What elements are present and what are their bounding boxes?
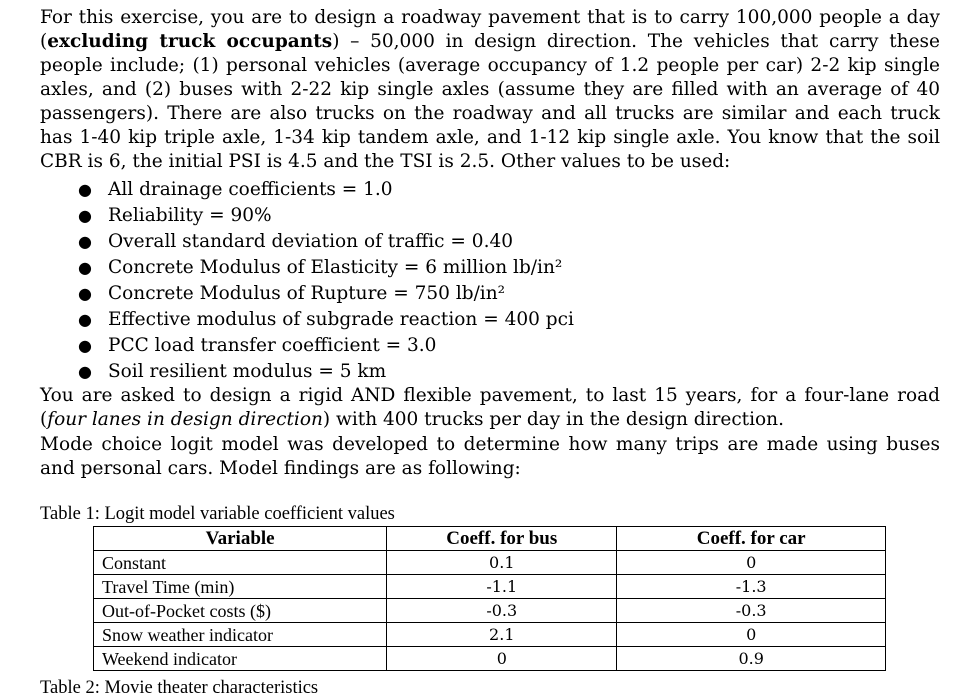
list-item: ● Overall standard deviation of traffic = 0.40	[40, 229, 900, 255]
parameter-list	[40, 177, 900, 385]
list-item: ● Soil resilient modulus = 5 km	[40, 359, 900, 385]
logit-table	[93, 526, 886, 671]
bullet-icon: ●	[78, 232, 92, 251]
table-header-row	[94, 527, 886, 551]
list-item: ● Concrete Modulus of Rupture = 750 lb/in²	[40, 281, 900, 307]
table-row: Constant 0.1 0	[94, 551, 886, 575]
header-car: Coeff. for car	[617, 527, 886, 551]
bullet-icon: ●	[78, 284, 92, 303]
table-row: Weekend indicator 0 0.9	[94, 647, 886, 671]
header-variable: Variable	[94, 527, 387, 551]
bullet-icon: ●	[78, 336, 92, 355]
bullet-icon: ●	[78, 180, 92, 199]
table1-caption: Table 1: Logit model variable coefficient values	[40, 504, 395, 524]
intro-bold: excluding truck occupants	[47, 31, 333, 52]
list-item: ● Effective modulus of subgrade reaction = 400 pci	[40, 307, 900, 333]
table-row: Travel Time (min) -1.1 -1.3	[94, 575, 886, 599]
intro-paragraph	[40, 6, 940, 174]
table-row: Out-of-Pocket costs ($) -0.3 -0.3	[94, 599, 886, 623]
bullet-icon: ●	[78, 310, 92, 329]
list-item: ● All drainage coefficients = 1.0	[40, 177, 900, 203]
design-paragraph: You are asked to design a rigid AND flexible pavement, to last 15 years, for a four-lane road (four lanes in design direction) with 400 trucks per day in the design direction.	[40, 385, 940, 430]
bullet-icon: ●	[78, 258, 92, 277]
mode-choice-paragraph: Mode choice logit model was developed to determine how many trips are made using buses and personal cars. Model findings are as following:	[40, 434, 940, 479]
table2-caption: Table 2: Movie theater characteristics	[40, 678, 319, 698]
bullet-icon: ●	[78, 206, 92, 225]
list-item: ● Reliability = 90%	[40, 203, 900, 229]
intro-text-2: ) – 50,000 in design direction. The vehicles that carry these people include; (1) personal vehicles (average occupancy of 1.2 people per car) 2-2 kip single axles, and (2) buses with 2-22 kip single axles (assume they are filled with an average of 40 passengers). There are also trucks on the roadway and all trucks are similar and each truck has 1-40 kip triple axle, 1-34 kip tandem axle, and 1-12 kip single axle. You know that the soil CBR is 6, the initial PSI is 4.5 and the TSI is 2.5. Other values to be used:	[40, 31, 940, 172]
list-item: ● Concrete Modulus of Elasticity = 6 million lb/in²	[40, 255, 900, 281]
list-item: ● PCC load transfer coefficient = 3.0	[40, 333, 900, 359]
bullet-icon: ●	[78, 362, 92, 381]
design-italic: four lanes in design direction	[47, 409, 323, 430]
header-bus: Coeff. for bus	[387, 527, 617, 551]
table-row: Snow weather indicator 2.1 0	[94, 623, 886, 647]
intro-text-1: For this exercise, you are to design a roadway pavement that is to carry 100,000 people a day (	[40, 7, 940, 52]
